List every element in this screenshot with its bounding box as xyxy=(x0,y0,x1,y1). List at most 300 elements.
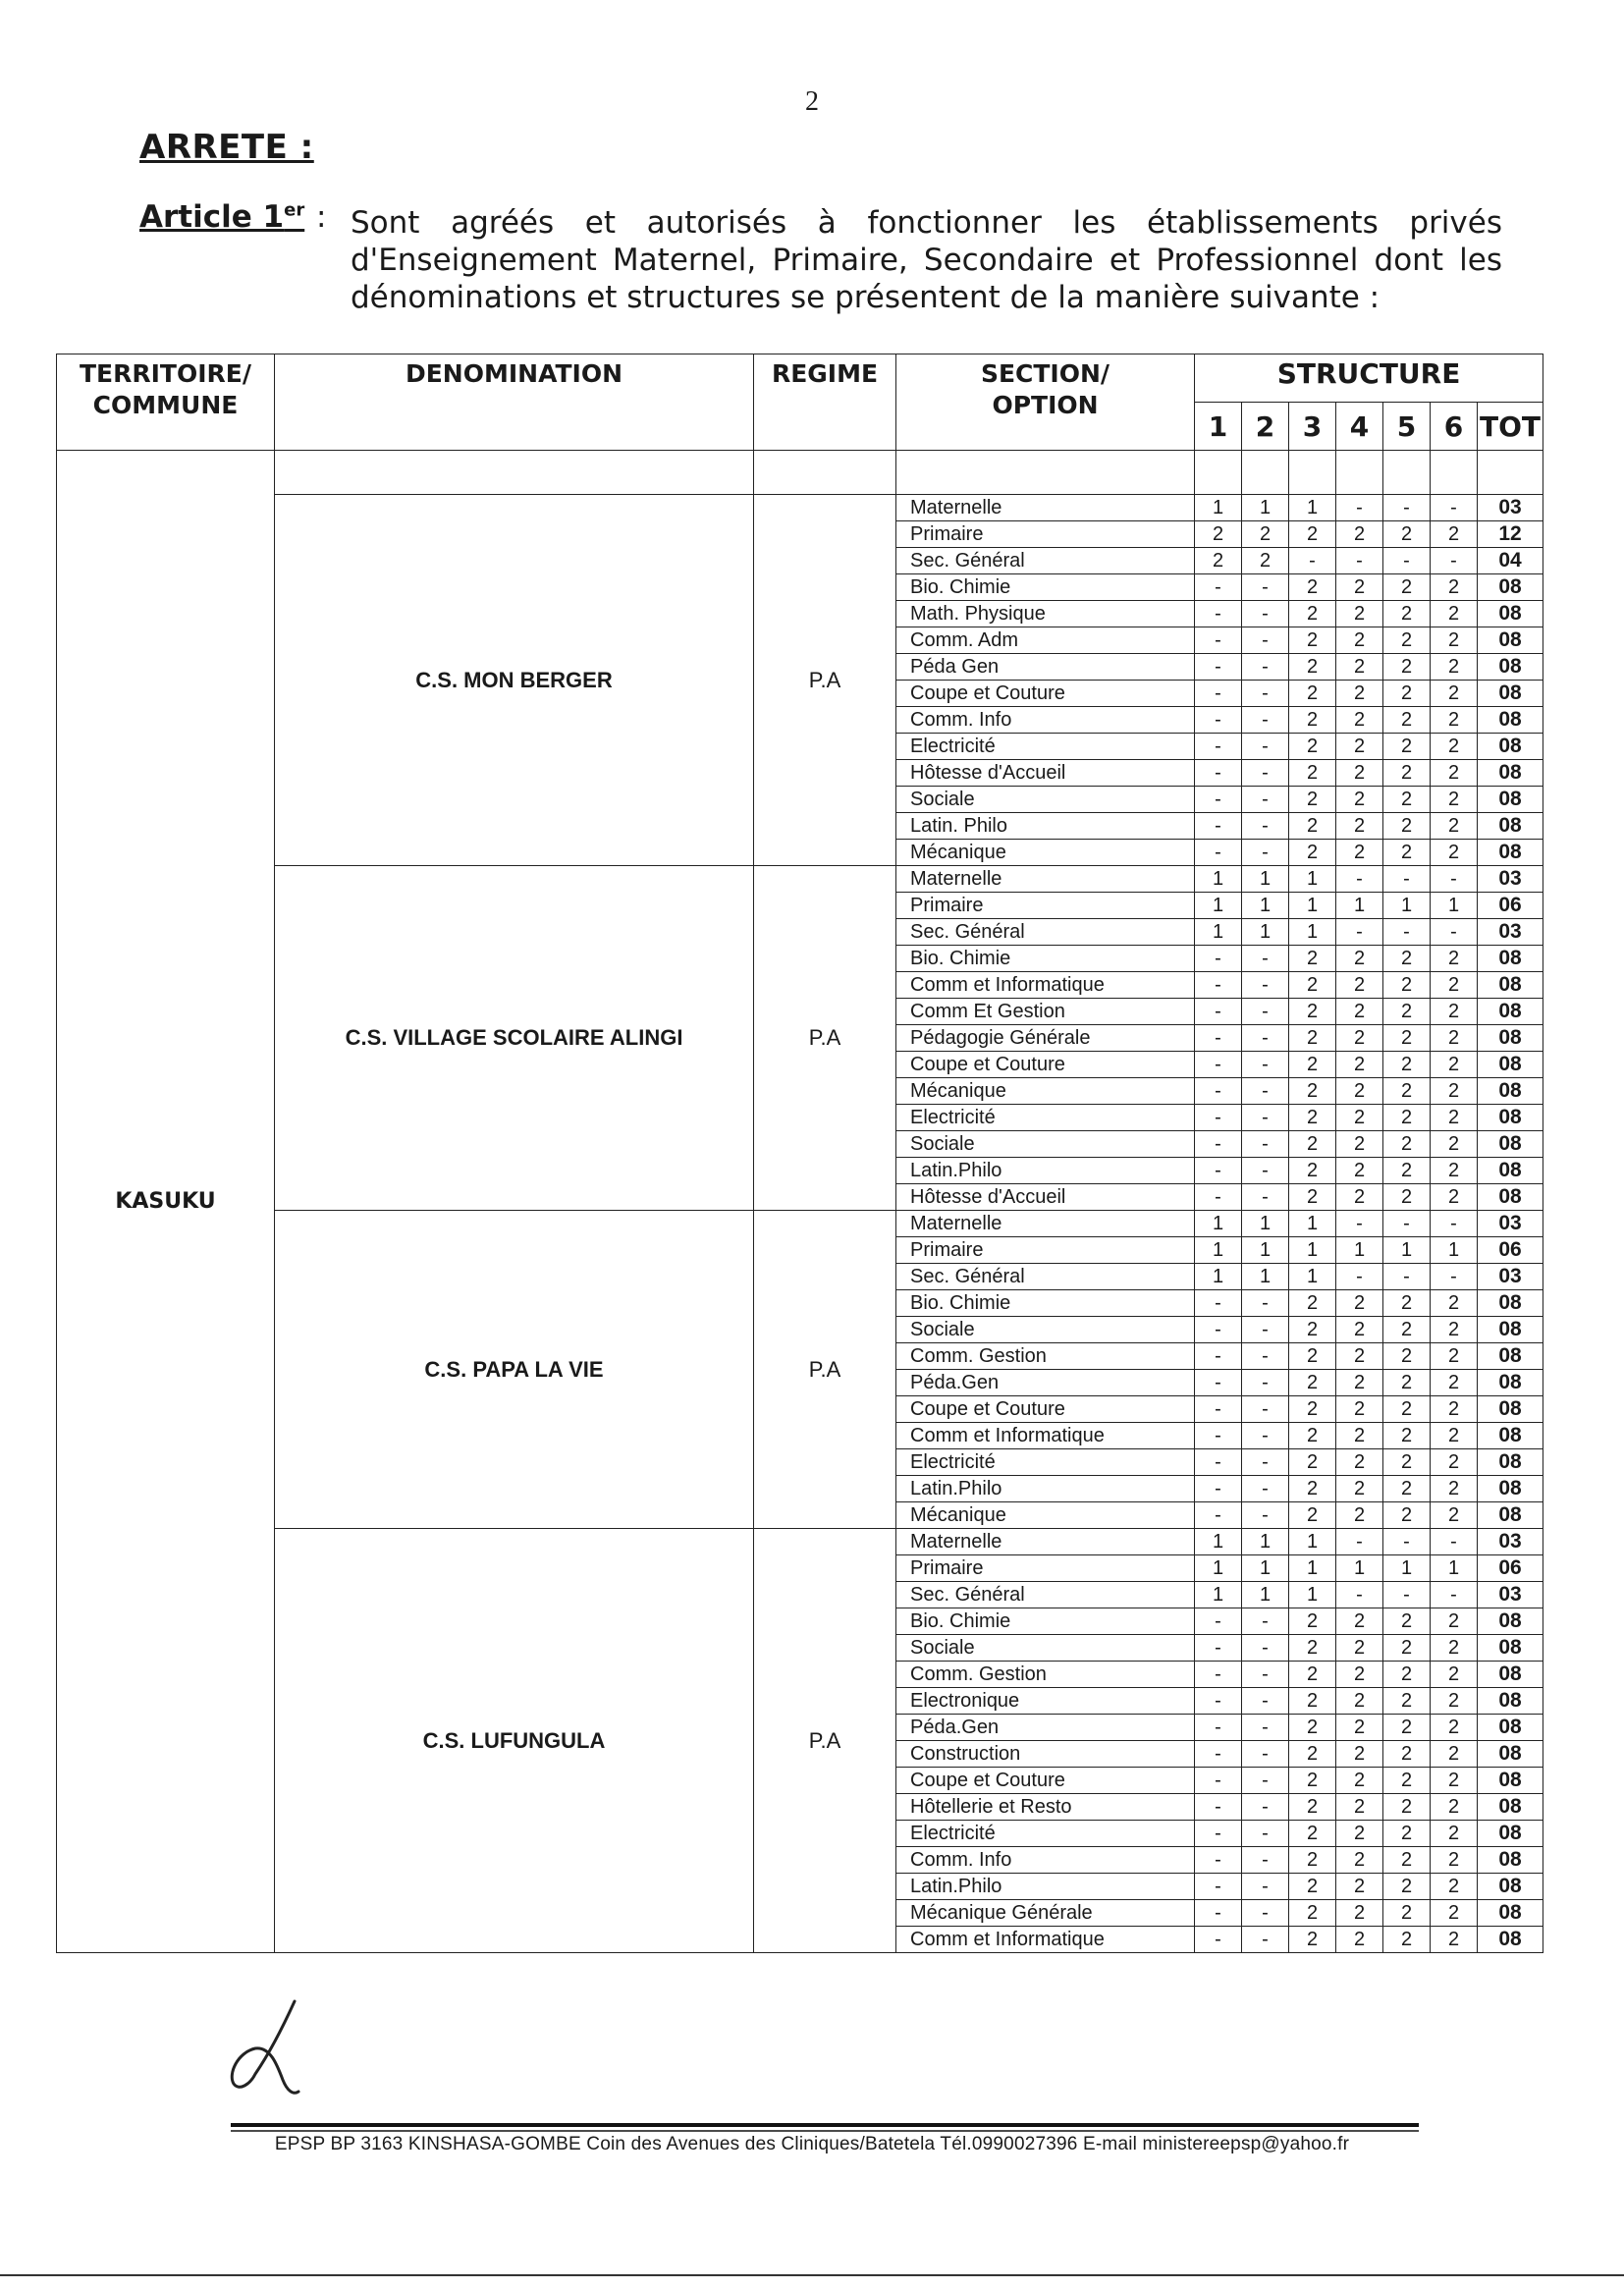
year-1-cell: - xyxy=(1195,1449,1242,1476)
year-2-cell: 1 xyxy=(1242,1582,1289,1608)
year-6-cell: 2 xyxy=(1431,1821,1478,1847)
year-5-cell: 2 xyxy=(1383,1131,1431,1158)
year-6-cell: 2 xyxy=(1431,734,1478,760)
year-4-cell: 2 xyxy=(1336,1768,1383,1794)
year-5-cell: - xyxy=(1383,1264,1431,1290)
total-cell: 08 xyxy=(1478,1025,1543,1052)
spacer-cell xyxy=(1195,451,1242,495)
year-2-cell: - xyxy=(1242,1635,1289,1662)
year-4-cell: 2 xyxy=(1336,1662,1383,1688)
year-3-cell: 1 xyxy=(1289,1529,1336,1555)
year-5-cell: 2 xyxy=(1383,707,1431,734)
year-3-cell: 2 xyxy=(1289,1715,1336,1741)
year-1-cell: - xyxy=(1195,1158,1242,1184)
year-3-cell: 2 xyxy=(1289,1502,1336,1529)
year-2-cell: - xyxy=(1242,787,1289,813)
header-year-2: 2 xyxy=(1242,403,1289,451)
year-3-cell: 2 xyxy=(1289,840,1336,866)
year-4-cell: 2 xyxy=(1336,521,1383,548)
option-name: Electricité xyxy=(896,1105,1195,1131)
option-name: Primaire xyxy=(896,1237,1195,1264)
year-4-cell: 2 xyxy=(1336,1423,1383,1449)
option-name: Mécanique xyxy=(896,1078,1195,1105)
year-6-cell: 2 xyxy=(1431,999,1478,1025)
year-3-cell: 1 xyxy=(1289,1264,1336,1290)
option-name: Coupe et Couture xyxy=(896,1768,1195,1794)
year-6-cell: 2 xyxy=(1431,972,1478,999)
year-1-cell: 1 xyxy=(1195,919,1242,946)
total-cell: 08 xyxy=(1478,1343,1543,1370)
year-4-cell: 2 xyxy=(1336,813,1383,840)
option-name: Electricité xyxy=(896,1449,1195,1476)
year-1-cell: - xyxy=(1195,1688,1242,1715)
year-3-cell: 2 xyxy=(1289,1927,1336,1953)
year-5-cell: 2 xyxy=(1383,1343,1431,1370)
year-5-cell: 2 xyxy=(1383,1821,1431,1847)
year-5-cell: 2 xyxy=(1383,1290,1431,1317)
year-2-cell: - xyxy=(1242,1847,1289,1874)
option-name: Electronique xyxy=(896,1688,1195,1715)
year-5-cell: 2 xyxy=(1383,734,1431,760)
table-row xyxy=(57,495,1543,521)
year-6-cell: 2 xyxy=(1431,627,1478,654)
total-cell: 08 xyxy=(1478,1317,1543,1343)
year-4-cell: 2 xyxy=(1336,707,1383,734)
year-2-cell: - xyxy=(1242,1688,1289,1715)
year-3-cell: 1 xyxy=(1289,1211,1336,1237)
year-4-cell: 2 xyxy=(1336,1105,1383,1131)
total-cell: 08 xyxy=(1478,1847,1543,1874)
year-1-cell: 2 xyxy=(1195,521,1242,548)
year-5-cell: 2 xyxy=(1383,972,1431,999)
year-2-cell: - xyxy=(1242,1821,1289,1847)
option-name: Mécanique Générale xyxy=(896,1900,1195,1927)
year-1-cell: - xyxy=(1195,1105,1242,1131)
year-2-cell: - xyxy=(1242,840,1289,866)
year-6-cell: 2 xyxy=(1431,654,1478,681)
year-3-cell: 2 xyxy=(1289,601,1336,627)
year-1-cell: 1 xyxy=(1195,893,1242,919)
year-5-cell: 2 xyxy=(1383,1794,1431,1821)
option-name: Mécanique xyxy=(896,840,1195,866)
year-6-cell: 2 xyxy=(1431,1317,1478,1343)
year-2-cell: - xyxy=(1242,1741,1289,1768)
arrete-heading: ARRETE : xyxy=(139,128,314,167)
article-colon: : xyxy=(316,199,327,235)
header-denomination: DENOMINATION xyxy=(275,354,754,451)
year-2-cell: - xyxy=(1242,1105,1289,1131)
year-6-cell: 2 xyxy=(1431,1290,1478,1317)
year-3-cell: 2 xyxy=(1289,1794,1336,1821)
option-name: Sociale xyxy=(896,1131,1195,1158)
year-6-cell: 1 xyxy=(1431,893,1478,919)
year-1-cell: - xyxy=(1195,1741,1242,1768)
year-2-cell: 1 xyxy=(1242,1237,1289,1264)
total-cell: 08 xyxy=(1478,574,1543,601)
year-5-cell: - xyxy=(1383,1529,1431,1555)
year-1-cell: 1 xyxy=(1195,1237,1242,1264)
year-4-cell: 2 xyxy=(1336,1317,1383,1343)
year-6-cell: - xyxy=(1431,495,1478,521)
option-name: Comm. Gestion xyxy=(896,1662,1195,1688)
option-name: Comm et Informatique xyxy=(896,1423,1195,1449)
year-4-cell: 2 xyxy=(1336,1476,1383,1502)
year-1-cell: - xyxy=(1195,1423,1242,1449)
total-cell: 08 xyxy=(1478,1688,1543,1715)
total-cell: 08 xyxy=(1478,760,1543,787)
option-name: Hôtesse d'Accueil xyxy=(896,1184,1195,1211)
year-3-cell: 2 xyxy=(1289,1131,1336,1158)
year-1-cell: - xyxy=(1195,1476,1242,1502)
spacer-cell xyxy=(1336,451,1383,495)
table-row xyxy=(57,1529,1543,1555)
year-1-cell: - xyxy=(1195,972,1242,999)
article-label xyxy=(139,199,304,235)
year-3-cell: 2 xyxy=(1289,681,1336,707)
total-cell: 08 xyxy=(1478,1768,1543,1794)
footer-rule xyxy=(231,2123,1419,2133)
option-name: Latin. Philo xyxy=(896,813,1195,840)
year-1-cell: - xyxy=(1195,601,1242,627)
year-1-cell: - xyxy=(1195,1794,1242,1821)
year-5-cell: 2 xyxy=(1383,681,1431,707)
year-6-cell: - xyxy=(1431,1211,1478,1237)
year-5-cell: 2 xyxy=(1383,1370,1431,1396)
year-2-cell: - xyxy=(1242,1874,1289,1900)
footer-contact: EPSP BP 3163 KINSHASA-GOMBE Coin des Avenues des Cliniques/Batetela Tél.0990027396 E-mail ministereepsp@yahoo.fr xyxy=(274,2134,1350,2154)
year-6-cell: - xyxy=(1431,1582,1478,1608)
year-6-cell: 2 xyxy=(1431,681,1478,707)
year-5-cell: 2 xyxy=(1383,1741,1431,1768)
school-name: C.S. LUFUNGULA xyxy=(275,1529,754,1953)
year-3-cell: 2 xyxy=(1289,1635,1336,1662)
spacer-cell xyxy=(896,451,1195,495)
spacer-cell xyxy=(754,451,896,495)
total-cell: 08 xyxy=(1478,734,1543,760)
option-name: Comm. Adm xyxy=(896,627,1195,654)
header-territoire: TERRITOIRE/ COMMUNE xyxy=(57,354,275,451)
year-3-cell: 2 xyxy=(1289,1821,1336,1847)
total-cell: 08 xyxy=(1478,1608,1543,1635)
year-3-cell: 2 xyxy=(1289,760,1336,787)
year-2-cell: - xyxy=(1242,1290,1289,1317)
option-name: Maternelle xyxy=(896,495,1195,521)
option-name: Latin.Philo xyxy=(896,1476,1195,1502)
total-cell: 08 xyxy=(1478,1662,1543,1688)
year-4-cell: 2 xyxy=(1336,601,1383,627)
option-name: Mécanique xyxy=(896,1502,1195,1529)
year-5-cell: 2 xyxy=(1383,1847,1431,1874)
year-5-cell: - xyxy=(1383,919,1431,946)
year-6-cell: - xyxy=(1431,1264,1478,1290)
year-2-cell: - xyxy=(1242,707,1289,734)
option-name: Primaire xyxy=(896,893,1195,919)
total-cell: 08 xyxy=(1478,1900,1543,1927)
total-cell: 08 xyxy=(1478,840,1543,866)
year-1-cell: - xyxy=(1195,734,1242,760)
year-2-cell: - xyxy=(1242,574,1289,601)
total-cell: 08 xyxy=(1478,813,1543,840)
year-6-cell: 2 xyxy=(1431,1131,1478,1158)
option-name: Péda Gen xyxy=(896,654,1195,681)
option-name: Comm. Info xyxy=(896,707,1195,734)
year-1-cell: 2 xyxy=(1195,548,1242,574)
option-name: Sociale xyxy=(896,1635,1195,1662)
year-3-cell: 2 xyxy=(1289,1370,1336,1396)
school-regime: P.A xyxy=(754,866,896,1211)
year-2-cell: - xyxy=(1242,1052,1289,1078)
option-name: Comm. Info xyxy=(896,1847,1195,1874)
total-cell: 08 xyxy=(1478,1052,1543,1078)
year-5-cell: 2 xyxy=(1383,1874,1431,1900)
year-5-cell: 2 xyxy=(1383,1900,1431,1927)
spacer-cell xyxy=(1478,451,1543,495)
year-1-cell: - xyxy=(1195,1396,1242,1423)
signature-mark xyxy=(226,1993,314,2101)
year-6-cell: 2 xyxy=(1431,1025,1478,1052)
year-6-cell: 2 xyxy=(1431,1502,1478,1529)
year-5-cell: 2 xyxy=(1383,1052,1431,1078)
year-4-cell: - xyxy=(1336,1211,1383,1237)
year-5-cell: 2 xyxy=(1383,1184,1431,1211)
year-5-cell: 2 xyxy=(1383,1078,1431,1105)
year-2-cell: 1 xyxy=(1242,1264,1289,1290)
year-2-cell: - xyxy=(1242,813,1289,840)
year-2-cell: - xyxy=(1242,1449,1289,1476)
total-cell: 08 xyxy=(1478,1078,1543,1105)
year-6-cell: 2 xyxy=(1431,574,1478,601)
year-2-cell: - xyxy=(1242,734,1289,760)
total-cell: 03 xyxy=(1478,1582,1543,1608)
year-5-cell: - xyxy=(1383,495,1431,521)
year-2-cell: 1 xyxy=(1242,1211,1289,1237)
year-3-cell: 2 xyxy=(1289,1608,1336,1635)
option-name: Coupe et Couture xyxy=(896,1396,1195,1423)
year-4-cell: - xyxy=(1336,1529,1383,1555)
year-6-cell: 2 xyxy=(1431,787,1478,813)
year-5-cell: - xyxy=(1383,866,1431,893)
option-name: Sec. Général xyxy=(896,919,1195,946)
year-3-cell: 2 xyxy=(1289,1449,1336,1476)
year-3-cell: 1 xyxy=(1289,893,1336,919)
year-6-cell: 2 xyxy=(1431,1900,1478,1927)
year-5-cell: - xyxy=(1383,1582,1431,1608)
year-2-cell: 1 xyxy=(1242,919,1289,946)
total-cell: 08 xyxy=(1478,999,1543,1025)
total-cell: 08 xyxy=(1478,1476,1543,1502)
year-4-cell: 2 xyxy=(1336,1847,1383,1874)
year-4-cell: 2 xyxy=(1336,1927,1383,1953)
year-3-cell: 2 xyxy=(1289,654,1336,681)
year-6-cell: 1 xyxy=(1431,1237,1478,1264)
year-1-cell: 1 xyxy=(1195,1211,1242,1237)
year-4-cell: 2 xyxy=(1336,1608,1383,1635)
total-cell: 08 xyxy=(1478,627,1543,654)
year-3-cell: 2 xyxy=(1289,1741,1336,1768)
year-3-cell: 2 xyxy=(1289,1343,1336,1370)
year-4-cell: 2 xyxy=(1336,1635,1383,1662)
year-3-cell: 1 xyxy=(1289,919,1336,946)
year-2-cell: - xyxy=(1242,1768,1289,1794)
year-5-cell: 2 xyxy=(1383,1105,1431,1131)
year-1-cell: - xyxy=(1195,707,1242,734)
year-4-cell: 2 xyxy=(1336,1290,1383,1317)
year-1-cell: 1 xyxy=(1195,1529,1242,1555)
table-row xyxy=(57,866,1543,893)
year-4-cell: - xyxy=(1336,1264,1383,1290)
year-2-cell: 1 xyxy=(1242,1555,1289,1582)
spacer-cell xyxy=(1289,451,1336,495)
year-1-cell: - xyxy=(1195,1052,1242,1078)
year-5-cell: 2 xyxy=(1383,1635,1431,1662)
option-name: Coupe et Couture xyxy=(896,681,1195,707)
year-3-cell: 2 xyxy=(1289,1078,1336,1105)
year-1-cell: - xyxy=(1195,1502,1242,1529)
year-1-cell: - xyxy=(1195,1608,1242,1635)
year-2-cell: - xyxy=(1242,1423,1289,1449)
option-name: Péda.Gen xyxy=(896,1715,1195,1741)
year-6-cell: 2 xyxy=(1431,1874,1478,1900)
option-name: Construction xyxy=(896,1741,1195,1768)
year-1-cell: - xyxy=(1195,760,1242,787)
year-5-cell: - xyxy=(1383,1211,1431,1237)
year-5-cell: 2 xyxy=(1383,1317,1431,1343)
year-2-cell: - xyxy=(1242,1794,1289,1821)
year-5-cell: 2 xyxy=(1383,1423,1431,1449)
total-cell: 08 xyxy=(1478,1635,1543,1662)
total-cell: 06 xyxy=(1478,1237,1543,1264)
option-name: Comm et Informatique xyxy=(896,972,1195,999)
year-3-cell: 2 xyxy=(1289,1662,1336,1688)
option-name: Maternelle xyxy=(896,866,1195,893)
year-4-cell: - xyxy=(1336,548,1383,574)
year-2-cell: - xyxy=(1242,1370,1289,1396)
year-3-cell: 2 xyxy=(1289,521,1336,548)
year-2-cell: - xyxy=(1242,1927,1289,1953)
option-name: Bio. Chimie xyxy=(896,1290,1195,1317)
total-cell: 08 xyxy=(1478,1105,1543,1131)
year-5-cell: 2 xyxy=(1383,1502,1431,1529)
year-3-cell: 2 xyxy=(1289,999,1336,1025)
year-4-cell: 2 xyxy=(1336,1741,1383,1768)
total-cell: 08 xyxy=(1478,1741,1543,1768)
year-4-cell: 2 xyxy=(1336,1874,1383,1900)
year-2-cell: - xyxy=(1242,972,1289,999)
year-3-cell: 2 xyxy=(1289,813,1336,840)
year-1-cell: 1 xyxy=(1195,1264,1242,1290)
year-3-cell: 1 xyxy=(1289,1237,1336,1264)
year-4-cell: 2 xyxy=(1336,946,1383,972)
total-cell: 08 xyxy=(1478,1821,1543,1847)
year-1-cell: 1 xyxy=(1195,495,1242,521)
year-3-cell: 1 xyxy=(1289,495,1336,521)
page-number: 2 xyxy=(805,86,819,117)
year-3-cell: 2 xyxy=(1289,627,1336,654)
year-2-cell: - xyxy=(1242,760,1289,787)
year-6-cell: 2 xyxy=(1431,760,1478,787)
year-2-cell: - xyxy=(1242,946,1289,972)
year-6-cell: 2 xyxy=(1431,1715,1478,1741)
year-3-cell: 2 xyxy=(1289,734,1336,760)
school-regime: P.A xyxy=(754,1211,896,1529)
year-3-cell: 1 xyxy=(1289,1582,1336,1608)
year-2-cell: - xyxy=(1242,1608,1289,1635)
total-cell: 08 xyxy=(1478,972,1543,999)
year-3-cell: 1 xyxy=(1289,1555,1336,1582)
year-4-cell: 2 xyxy=(1336,1688,1383,1715)
year-3-cell: 2 xyxy=(1289,707,1336,734)
total-cell: 04 xyxy=(1478,548,1543,574)
option-name: Bio. Chimie xyxy=(896,1608,1195,1635)
option-name: Sociale xyxy=(896,1317,1195,1343)
year-1-cell: - xyxy=(1195,574,1242,601)
total-cell: 08 xyxy=(1478,1502,1543,1529)
territoire-cell: KASUKU xyxy=(57,451,275,1953)
year-5-cell: 2 xyxy=(1383,999,1431,1025)
year-3-cell: 2 xyxy=(1289,1052,1336,1078)
spacer-cell xyxy=(1242,451,1289,495)
option-name: Electricité xyxy=(896,734,1195,760)
year-1-cell: - xyxy=(1195,1768,1242,1794)
year-5-cell: 1 xyxy=(1383,1555,1431,1582)
option-name: Pédagogie Générale xyxy=(896,1025,1195,1052)
year-4-cell: 2 xyxy=(1336,1900,1383,1927)
option-name: Electricité xyxy=(896,1821,1195,1847)
year-5-cell: 2 xyxy=(1383,654,1431,681)
school-name: C.S. PAPA LA VIE xyxy=(275,1211,754,1529)
year-1-cell: - xyxy=(1195,1184,1242,1211)
year-4-cell: 2 xyxy=(1336,760,1383,787)
year-5-cell: 2 xyxy=(1383,1688,1431,1715)
year-6-cell: 2 xyxy=(1431,1635,1478,1662)
year-1-cell: - xyxy=(1195,1821,1242,1847)
option-name: Péda.Gen xyxy=(896,1370,1195,1396)
header-total: TOT xyxy=(1478,403,1543,451)
option-name: Math. Physique xyxy=(896,601,1195,627)
year-4-cell: 2 xyxy=(1336,972,1383,999)
total-cell: 08 xyxy=(1478,1131,1543,1158)
year-6-cell: - xyxy=(1431,548,1478,574)
year-4-cell: 1 xyxy=(1336,1237,1383,1264)
year-3-cell: 2 xyxy=(1289,1184,1336,1211)
total-cell: 03 xyxy=(1478,919,1543,946)
year-1-cell: - xyxy=(1195,1025,1242,1052)
year-4-cell: 2 xyxy=(1336,734,1383,760)
year-3-cell: 2 xyxy=(1289,1396,1336,1423)
year-4-cell: 2 xyxy=(1336,627,1383,654)
year-6-cell: 2 xyxy=(1431,840,1478,866)
year-3-cell: 2 xyxy=(1289,1105,1336,1131)
year-2-cell: - xyxy=(1242,1184,1289,1211)
option-name: Hôtesse d'Accueil xyxy=(896,760,1195,787)
spacer-cell xyxy=(1431,451,1478,495)
year-1-cell: - xyxy=(1195,1847,1242,1874)
option-name: Sec. Général xyxy=(896,1582,1195,1608)
year-4-cell: 1 xyxy=(1336,893,1383,919)
option-name: Primaire xyxy=(896,1555,1195,1582)
total-cell: 08 xyxy=(1478,681,1543,707)
header-year-6: 6 xyxy=(1431,403,1478,451)
total-cell: 08 xyxy=(1478,1184,1543,1211)
year-3-cell: 2 xyxy=(1289,1476,1336,1502)
year-1-cell: - xyxy=(1195,1635,1242,1662)
total-cell: 03 xyxy=(1478,1211,1543,1237)
year-5-cell: 2 xyxy=(1383,787,1431,813)
year-4-cell: 2 xyxy=(1336,1794,1383,1821)
year-4-cell: 2 xyxy=(1336,654,1383,681)
year-1-cell: 1 xyxy=(1195,1582,1242,1608)
year-2-cell: 1 xyxy=(1242,495,1289,521)
